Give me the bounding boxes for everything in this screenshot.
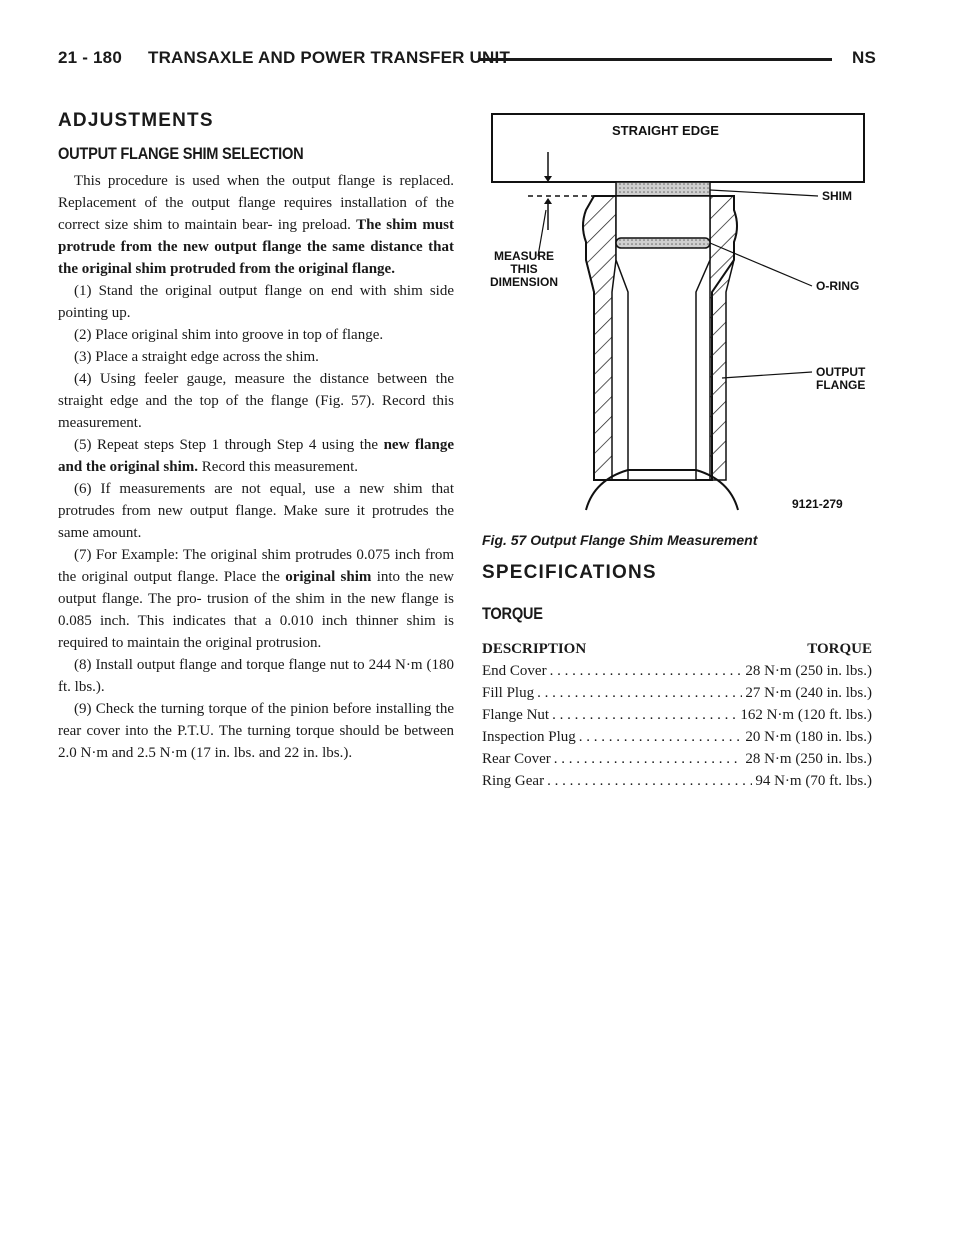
col-description: DESCRIPTION <box>482 641 587 657</box>
section-title: TRANSAXLE AND POWER TRANSFER UNIT <box>148 48 511 67</box>
shim-selection-heading: OUTPUT FLANGE SHIM SELECTION <box>58 144 304 163</box>
table-row: Inspection Plug . . . 20 N·m (180 in. lbs.) <box>482 726 872 748</box>
left-column <box>58 110 454 764</box>
torque-table-header <box>482 638 872 660</box>
intro-warning: The shim must protrude from the new output flange the same distance that the original shim protruded from the original flange. <box>58 217 454 277</box>
step-4: (4) Using feeler gauge, measure the distance between the straight edge and the top of the flange (Fig. 57). Record this measurement. <box>58 371 454 431</box>
shim-label: SHIM <box>822 189 852 203</box>
figure-id: 9121-279 <box>792 497 843 511</box>
page-header <box>58 48 876 72</box>
oring-label: O-RING <box>816 279 860 293</box>
table-row: Rear Cover . . . 28 N·m (250 in. lbs.) <box>482 748 872 770</box>
step-9: (9) Check the turning torque of the pinion before installing the rear cover into the P.T.U. The turning torque should be between 2.0 N·m and 2.5 N·m (17 in. lbs. and 22 in. lbs.). <box>58 701 454 761</box>
col-torque: TORQUE <box>807 641 872 657</box>
table-row: Flange Nut . . . 162 N·m (120 ft. lbs.) <box>482 704 872 726</box>
header-rule <box>478 58 832 61</box>
output-flange-label: OUTPUT FLANGE <box>816 365 866 392</box>
straight-edge-label: STRAIGHT EDGE <box>612 123 719 138</box>
table-row: Ring Gear . . . 94 N·m (70 ft. lbs.) <box>482 770 872 792</box>
step-2: (2) Place original shim into groove in top of flange. <box>74 327 384 343</box>
step-8: (8) Install output flange and torque flange nut to 244 N·m (180 ft. lbs.). <box>58 657 454 695</box>
intro-paragraph: This procedure is used when the output flange is replaced. Replacement of the output flange requires installation of the correct size shim to maintain bear- ing preload. The shim must protrude from the new output flange the same distance that the original shim protruded from the original flange. <box>58 173 454 277</box>
torque-heading: TORQUE <box>482 604 543 623</box>
step-5: (5) Repeat steps Step 1 through Step 4 using the new flange and the original shim. Record this measurement. <box>58 437 455 475</box>
torque-table <box>482 638 872 792</box>
figure-caption: Fig. 57 Output Flange Shim Measurement <box>482 532 758 548</box>
specifications-heading: SPECIFICATIONS <box>482 562 657 583</box>
right-column <box>482 110 872 792</box>
flange-diagram-icon <box>482 110 872 530</box>
measure-label: MEASURE THIS DIMENSION <box>489 249 558 289</box>
adjustments-heading: ADJUSTMENTS <box>58 110 214 131</box>
step-1: (1) Stand the original output flange on end with shim side pointing up. <box>58 283 454 321</box>
step-7: (7) For Example: The original shim protrudes 0.075 inch from the original output flange. Place the original shim into the new output flange. The pro- trusion of the shim in the new flange is 0.085 inch. This indicates that a 0.010 inch thinner shim is required to maintain the original protrusion. <box>58 547 454 651</box>
step-6: (6) If measurements are not equal, use a new shim that protrudes from new output flange. Make sure it protrudes the same amount. <box>58 481 454 541</box>
step-3: (3) Place a straight edge across the shim. <box>74 349 319 365</box>
table-row: End Cover . . . 28 N·m (250 in. lbs.) <box>482 660 872 682</box>
page-number: 21 - 180 <box>58 48 122 67</box>
shim-measurement-figure <box>482 110 872 530</box>
table-row: Fill Plug . . . 27 N·m (240 in. lbs.) <box>482 682 872 704</box>
model-code: NS <box>851 48 876 67</box>
